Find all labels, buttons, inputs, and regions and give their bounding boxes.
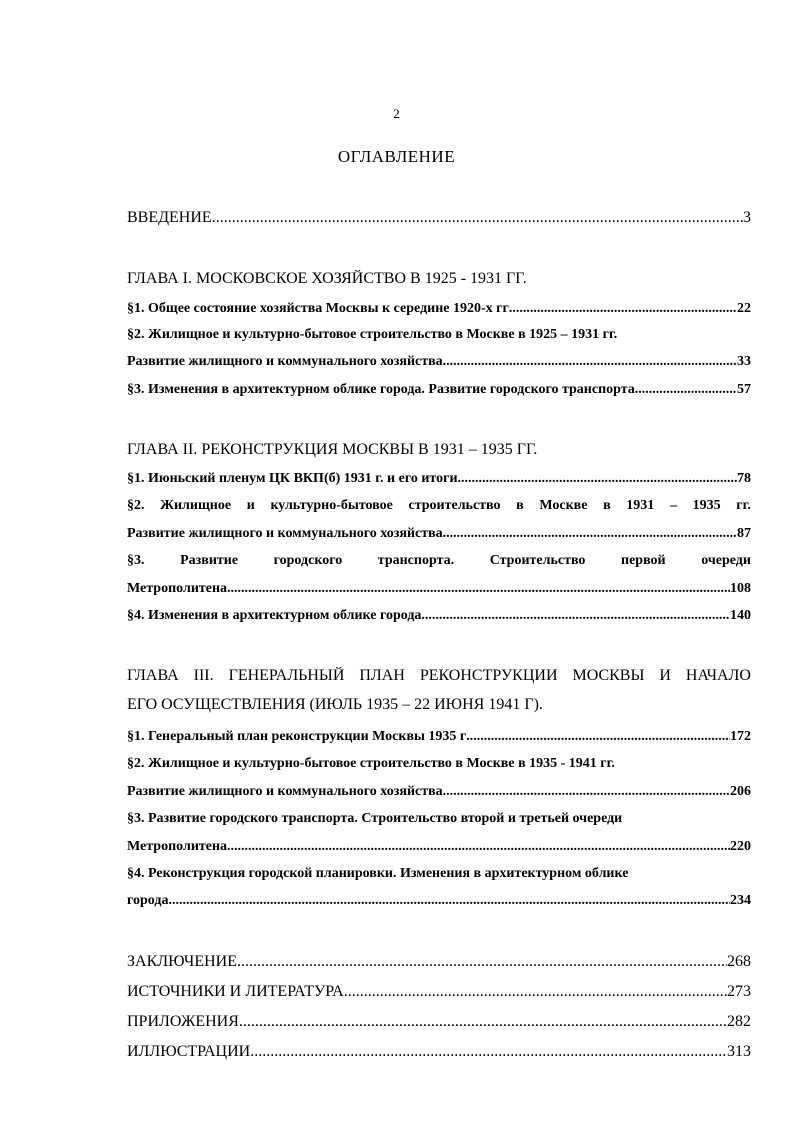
word: 1935 [692,498,721,513]
word: в [603,498,611,513]
word: очереди [701,553,751,568]
toc-page-number: 33 [737,354,751,369]
leader-dots [509,301,737,317]
word: ГЛАВА [127,667,179,684]
page-number: 2 [393,106,400,121]
chapter-3-heading-line2[interactable]: ЕГО ОСУЩЕСТВЛЕНИЯ (ИЮЛЬ 1935 – 22 ИЮНЯ 1941 Г). [127,696,543,713]
toc-entry-introduction[interactable] [127,209,751,227]
word: Жилищное [160,498,232,513]
leader-dots [227,581,730,597]
toc-entry-ch3-s4[interactable] [127,893,751,909]
leader-dots [212,209,743,227]
toc-label: Развитие жилищного и коммунального хозяйства [127,526,443,541]
chapter-1-heading[interactable]: ГЛАВА I. МОСКОВСКОЕ ХОЗЯЙСТВО В 1925 - 1931 ГГ. [127,270,527,287]
toc-entry-ch3-s2[interactable] [127,784,751,800]
leader-dots [250,1043,727,1061]
toc-entry-ch3-s3[interactable] [127,839,751,855]
chapter-3-heading-line1[interactable] [127,667,751,685]
toc-page-number: 172 [730,729,751,744]
leader-dots [443,354,737,370]
word: §2. [127,498,145,513]
toc-page-number: 78 [737,471,751,486]
toc-page-number: 234 [730,893,751,908]
leader-dots [443,784,730,800]
toc-entry-conclusion[interactable] [127,953,751,971]
word: НАЧАЛО [685,667,751,684]
toc-entry-ch3-s4-line1[interactable]: §4. Реконструкция городской планировки. Изменения в архитектурном облике [127,866,629,881]
toc-label: §1. Генеральный план реконструкции Москвы 1935 г [127,729,467,744]
word: культурно-бытовое [270,498,393,513]
word: городского [273,553,343,568]
toc-entry-ch1-s2[interactable] [127,354,751,370]
word: Развитие [180,553,239,568]
word: первой [621,553,666,568]
leader-dots [344,983,727,1001]
toc-entry-ch1-s2-line1[interactable]: §2. Жилищное и культурно-бытовое строительство в Москве в 1925 – 1931 гг. [127,327,618,342]
word: III. [193,667,214,684]
toc-page-number: 273 [727,983,751,1000]
word: гг. [736,498,751,513]
leader-dots [421,608,730,624]
toc-entry-ch2-s2-line1[interactable] [127,498,751,514]
toc-label: ПРИЛОЖЕНИЯ [127,1013,239,1030]
toc-entry-ch3-s2-line1[interactable]: §2. Жилищное и культурно-бытовое строительство в Москве в 1935 - 1941 гг. [127,756,615,771]
toc-page-number: 282 [727,1013,751,1030]
toc-page-number: 108 [730,581,751,596]
toc-entry-ch2-s1[interactable] [127,471,751,487]
toc-page-number: 140 [730,608,751,623]
word: в [516,498,524,513]
leader-dots [466,729,730,745]
toc-label: ИСТОЧНИКИ И ЛИТЕРАТУРА [127,983,344,1000]
toc-label: Метрополитена [127,839,228,854]
word: и [246,498,255,513]
toc-entry-ch2-s3[interactable] [127,581,751,597]
toc-entry-ch1-s1[interactable] [127,301,751,317]
toc-page-number: 3 [743,209,751,226]
toc-entry-ch2-s4[interactable] [127,608,751,624]
page-title: ОГЛАВЛЕНИЕ [337,147,456,166]
toc-entry-sources[interactable] [127,983,751,1001]
toc-label: §1. Июньский пленум ЦК ВКП(б) 1931 г. и его итоги [127,471,458,486]
toc-page-number: 87 [737,526,751,541]
word: РЕКОНСТРУКЦИИ [419,667,558,684]
toc-label: ИЛЛЮСТРАЦИИ [127,1043,251,1060]
word: транспорта. [377,553,455,568]
word: ГЕНЕРАЛЬНЫЙ [228,667,345,684]
word: – [669,498,677,513]
toc-entry-ch3-s3-line1[interactable]: §3. Развитие городского транспорта. Строительство второй и третьей очереди [127,811,623,826]
toc-page-number: 313 [727,1043,751,1060]
toc-label: города [127,893,169,908]
toc-label: §3. Изменения в архитектурном облике города. Развитие городского транспорта [127,382,635,397]
word: §3. [127,553,145,568]
leader-dots [635,382,737,398]
word: 1931 [626,498,655,513]
toc-label: Развитие жилищного и коммунального хозяйства [127,784,443,799]
leader-dots [458,471,737,487]
word: Москве [539,498,588,513]
toc-label: ВВЕДЕНИЕ [127,209,212,226]
toc-label: §4. Изменения в архитектурном облике города [127,608,422,623]
word: И [659,667,671,684]
leader-dots [168,893,730,909]
leader-dots [227,839,730,855]
word: Строительство [489,553,586,568]
toc-label: §1. Общее состояние хозяйства Москвы к середине 1920-х гг [127,301,509,316]
chapter-2-heading[interactable]: ГЛАВА II. РЕКОНСТРУКЦИЯ МОСКВЫ В 1931 – 1935 ГГ. [127,441,538,458]
word: строительство [408,498,501,513]
toc-page-number: 206 [730,784,751,799]
toc-label: Развитие жилищного и коммунального хозяйства [127,354,443,369]
leader-dots [237,953,727,971]
toc-entry-illustrations[interactable] [127,1043,751,1061]
toc-page-number: 22 [737,301,751,316]
toc-label: Метрополитена [127,581,228,596]
toc-page-number: 220 [730,839,751,854]
toc-entry-ch2-s2[interactable] [127,526,751,542]
toc-entry-ch3-s1[interactable] [127,729,751,745]
toc-label: ЗАКЛЮЧЕНИЕ [127,953,237,970]
word: ПЛАН [359,667,405,684]
toc-entry-ch1-s3[interactable] [127,382,751,398]
leader-dots [239,1013,727,1031]
toc-entry-appendices[interactable] [127,1013,751,1031]
leader-dots [443,526,737,542]
toc-entry-ch2-s3-line1[interactable] [127,553,751,569]
word: МОСКВЫ [572,667,645,684]
toc-page-number: 57 [737,382,751,397]
toc-page-number: 268 [727,953,751,970]
